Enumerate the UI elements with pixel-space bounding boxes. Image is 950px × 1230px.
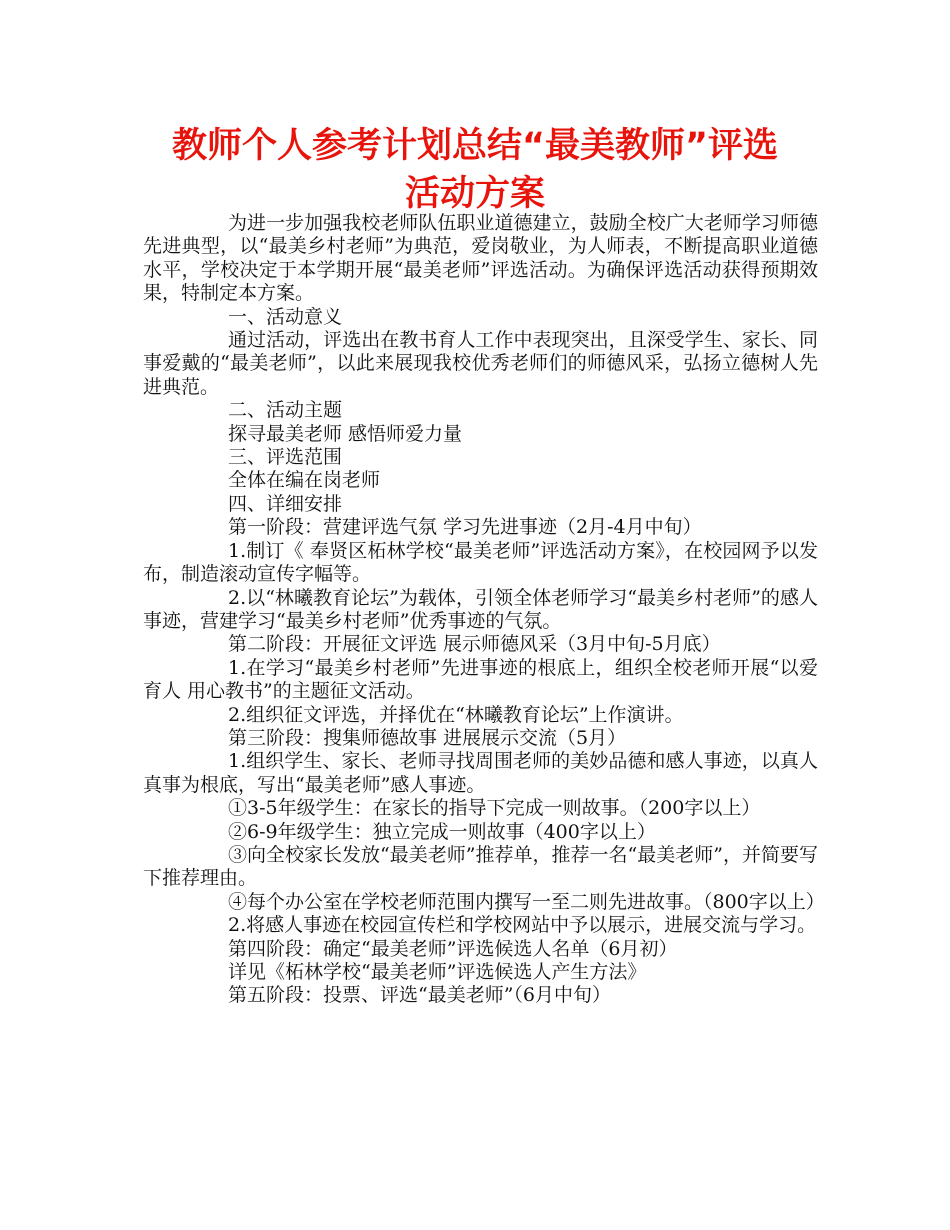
stage-2-item-2: 2.组织征文评选，并择优在“林曦教育论坛”上作演讲。 (228, 703, 684, 726)
document-body (143, 212, 825, 1008)
stage-3-item-2: 2.将感人事迹在校园宣传栏和学校网站中予以展示，进展交流与学习。 (228, 914, 817, 937)
section-heading-arrangement: 四、详细安排 (228, 492, 343, 515)
stage-1-item-2: 2.以“林曦教育论坛”为载体，引领全体老师学习“最美乡村老师”的感人事迹，营建学习“最美乡村老师”优秀事迹的气氛。 (143, 586, 818, 632)
stage-1-item-1: 1.制订《 奉贤区柘林学校“最美老师”评选活动方案》，在校园网予以发布，制造滚动宣传字幅等。 (143, 539, 818, 586)
theme-text: 探寻最美老师 感悟师爱力量 (228, 422, 463, 445)
stage-1-heading: 第一阶段：营建评选气氛 学习先进事迹（2月-4月中旬） (228, 516, 702, 539)
stage-4-detail: 详见《柘林学校“最美老师”评选候选人产生方法》 (228, 961, 647, 983)
document-title-line-2: 活动方案 (404, 174, 545, 214)
stage-2-item-1: 1.在学习“最美乡村老师”先进事迹的根底上，组织全校老师开展“以爱育人 用心教书”的主题征文活动。 (143, 656, 818, 703)
stage-3-subitem-3: ③向全校家长发放“最美老师”推荐单，推荐一名“最美老师”，并简要写下推荐理由。 (143, 843, 818, 890)
stage-4-heading: 第四阶段：确定“最美老师”评选候选人名单（6月初） (228, 937, 678, 960)
stage-5-heading: 第五阶段：投票、评选“最美老师”（6月中旬） (228, 984, 612, 1007)
significance-paragraph: 通过活动，评选出在教书育人工作中表现突出，且深受学生、家长、同事爱戴的“最美老师”，以此来展现我校优秀老师们的师德风采，弘扬立德树人先进典范。 (143, 329, 818, 398)
scope-text: 全体在编在岗老师 (228, 469, 381, 492)
section-heading-theme: 二、活动主题 (228, 399, 343, 422)
stage-3-subitem-1: ①3-5年级学生：在家长的指导下完成一则故事。（200字以上） (228, 797, 761, 820)
stage-3-heading: 第三阶段：搜集师德故事 进展展示交流（5月） (228, 726, 627, 749)
intro-paragraph: 为进一步加强我校老师队伍职业道德建立，鼓励全校广大老师学习师德先进典型，以“最美乡村老师”为典范，爱岗敬业，为人师表，不断提高职业道德水平，学校决定于本学期开展“最美老师”评选活动。为确保评选活动获得预期效果，特制定本方案。 (143, 212, 818, 305)
section-heading-significance: 一、活动意义 (228, 305, 343, 328)
stage-3-subitem-2: ②6-9年级学生：独立完成一则故事（400字以上） (228, 820, 656, 843)
document-title-line-1: 教师个人参考计划总结“最美教师”评选 (171, 126, 778, 166)
section-heading-scope: 三、评选范围 (228, 446, 343, 469)
stage-3-item-1: 1.组织学生、家长、老师寻找周围老师的美妙品德和感人事迹，以真人真事为根底，写出“最美老师”感人事迹。 (143, 750, 818, 796)
stage-2-heading: 第二阶段：开展征文评选 展示师德风采（3月中旬-5月底） (228, 633, 721, 656)
stage-3-subitem-4: ④每个办公室在学校老师范围内撰写一至二则先进故事。（800字以上） (228, 890, 825, 913)
